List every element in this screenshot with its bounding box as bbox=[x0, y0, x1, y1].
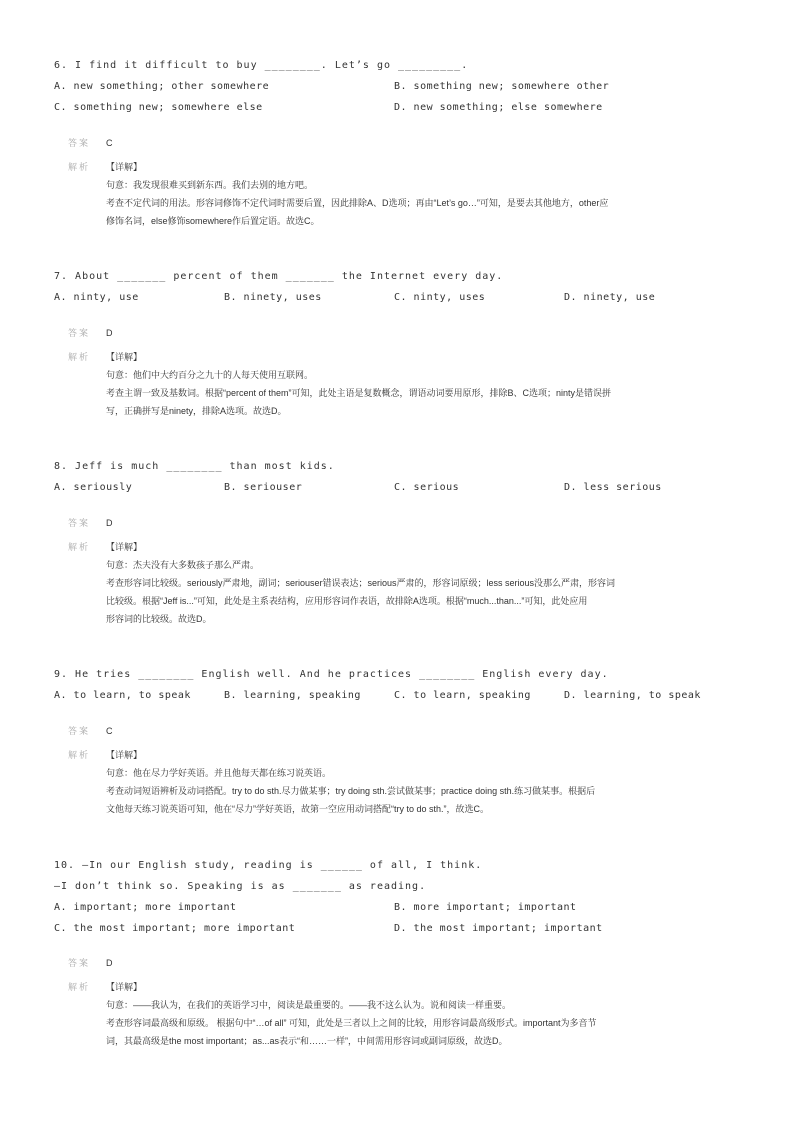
option-d: D. less serious bbox=[564, 482, 662, 493]
option-c: C. serious bbox=[394, 482, 460, 493]
question-stem: 8. Jeff is much ________ than most kids. bbox=[54, 461, 335, 472]
detail-label: 【详解】 bbox=[106, 542, 143, 552]
explanation-line: 句意：——我认为，在我们的英语学习中，阅读是最重要的。——我不这么认为。说和阅读一样重要。 bbox=[106, 1000, 512, 1010]
explanation-line: 句意：他在尽力学好英语。并且他每天都在练习说英语。 bbox=[106, 768, 332, 778]
question-stem-line-2: —I don’t think so. Speaking is as _______ as reading. bbox=[54, 881, 427, 892]
option-c: C. something new; somewhere else bbox=[54, 102, 263, 113]
analysis-label: 解析 bbox=[68, 162, 91, 172]
analysis-label: 解析 bbox=[68, 982, 91, 992]
options bbox=[54, 477, 754, 498]
answer-label: 答案 bbox=[68, 726, 91, 736]
analysis-label: 解析 bbox=[68, 750, 91, 760]
explanation-line: 写，正确拼写是ninety，排除A选项。故选D。 bbox=[106, 406, 287, 416]
explanation-line: 句意：他们中大约百分之九十的人每天使用互联网。 bbox=[106, 370, 314, 380]
detail-label: 【详解】 bbox=[106, 982, 143, 992]
options bbox=[54, 685, 754, 706]
question-8 bbox=[54, 456, 754, 498]
answer-value: D bbox=[106, 328, 113, 338]
explanation-line: 比较级。根据“Jeff is...”可知，此处是主系表结构，应用形容词作表语，故排除A选项。根据“much...than...”可知，此处应用 bbox=[106, 596, 588, 606]
explanation bbox=[68, 978, 728, 1050]
answer-label: 答案 bbox=[68, 138, 91, 148]
answer-label: 答案 bbox=[68, 958, 91, 968]
answer-value: D bbox=[106, 958, 113, 968]
option-d: D. new something; else somewhere bbox=[394, 102, 603, 113]
option-a: A. to learn, to speak bbox=[54, 690, 191, 701]
answer-label: 答案 bbox=[68, 328, 91, 338]
answer-label: 答案 bbox=[68, 518, 91, 528]
answer-row bbox=[68, 136, 113, 149]
explanation bbox=[68, 538, 728, 628]
options bbox=[54, 287, 754, 308]
question-7 bbox=[54, 266, 754, 308]
option-b: B. more important; important bbox=[394, 902, 577, 913]
option-b: B. seriouser bbox=[224, 482, 303, 493]
explanation-line: 词，其最高级是the most important；as...as表示“和……一样”，中间需用形容词或副词原级，故选D。 bbox=[106, 1036, 508, 1046]
option-d: D. ninety, use bbox=[564, 292, 656, 303]
option-a: A. ninty, use bbox=[54, 292, 139, 303]
option-c: C. the most important; more important bbox=[54, 923, 296, 934]
question-9 bbox=[54, 664, 754, 706]
option-a: A. important; more important bbox=[54, 902, 237, 913]
answer-row bbox=[68, 724, 113, 737]
explanation bbox=[68, 746, 728, 818]
detail-label: 【详解】 bbox=[106, 162, 143, 172]
option-c: C. ninty, uses bbox=[394, 292, 486, 303]
explanation-line: 考查形容词最高级和原级。 根据句中“…of all” 可知，此处是三者以上之间的比较，用形容词最高级形式。important为多音节 bbox=[106, 1018, 597, 1028]
explanation-line: 考查主谓一致及基数词。根据“percent of them”可知，此处主语是复数概念，谓语动词要用原形，排除B、C选项；ninty是错误拼 bbox=[106, 388, 612, 398]
answer-row bbox=[68, 326, 113, 339]
answer-row bbox=[68, 516, 113, 529]
explanation-line: 考查形容词比较级。seriously严肃地，副词；seriouser错误表达；serious严肃的，形容词原级；less serious没那么严肃，形容词 bbox=[106, 578, 616, 588]
explanation-line: 修饰名词，else修饰somewhere作后置定语。故选C。 bbox=[106, 216, 320, 226]
answer-value: C bbox=[106, 726, 113, 736]
question-stem: 6. I find it difficult to buy ________. Let’s go _________. bbox=[54, 60, 469, 71]
option-a: A. seriously bbox=[54, 482, 133, 493]
question-stem: 9. He tries ________ English well. And he practices ________ English every day. bbox=[54, 669, 609, 680]
options bbox=[54, 76, 754, 118]
option-d: D. learning, to speak bbox=[564, 690, 701, 701]
option-b: B. learning, speaking bbox=[224, 690, 361, 701]
answer-value: D bbox=[106, 518, 113, 528]
explanation-line: 句意：杰夫没有大多数孩子那么严肃。 bbox=[106, 560, 260, 570]
explanation-line: 句意：我发现很难买到新东西。我们去别的地方吧。 bbox=[106, 180, 314, 190]
analysis-label: 解析 bbox=[68, 542, 91, 552]
option-b: B. something new; somewhere other bbox=[394, 81, 610, 92]
option-d: D. the most important; important bbox=[394, 923, 603, 934]
detail-label: 【详解】 bbox=[106, 352, 143, 362]
question-stem-line-1: 10. —In our English study, reading is ______ of all, I think. bbox=[54, 860, 483, 871]
option-c: C. to learn, speaking bbox=[394, 690, 531, 701]
answer-value: C bbox=[106, 138, 113, 148]
explanation bbox=[68, 158, 728, 230]
explanation-line: 考查动词短语辨析及动词搭配。try to do sth.尽力做某事；try doing sth.尝试做某事；practice doing sth.练习做某事。根据后 bbox=[106, 786, 596, 796]
question-6 bbox=[54, 55, 754, 118]
question-10 bbox=[54, 855, 754, 939]
explanation-line: 考查不定代词的用法。形容词修饰不定代词时需要后置，因此排除A、D选项；再由“Let’s go…”可知，是要去其他地方，other应 bbox=[106, 198, 609, 208]
answer-row bbox=[68, 956, 113, 969]
question-stem: 7. About _______ percent of them _______ the Internet every day. bbox=[54, 271, 504, 282]
detail-label: 【详解】 bbox=[106, 750, 143, 760]
options bbox=[54, 897, 754, 939]
explanation-line: 文他每天练习说英语可知，他在“尽力”学好英语，故第一空应用动词搭配“try to do sth.”，故选C。 bbox=[106, 804, 490, 814]
option-b: B. ninety, uses bbox=[224, 292, 322, 303]
explanation bbox=[68, 348, 728, 420]
analysis-label: 解析 bbox=[68, 352, 91, 362]
explanation-line: 形容词的比较级。故选D。 bbox=[106, 614, 212, 624]
option-a: A. new something; other somewhere bbox=[54, 81, 270, 92]
